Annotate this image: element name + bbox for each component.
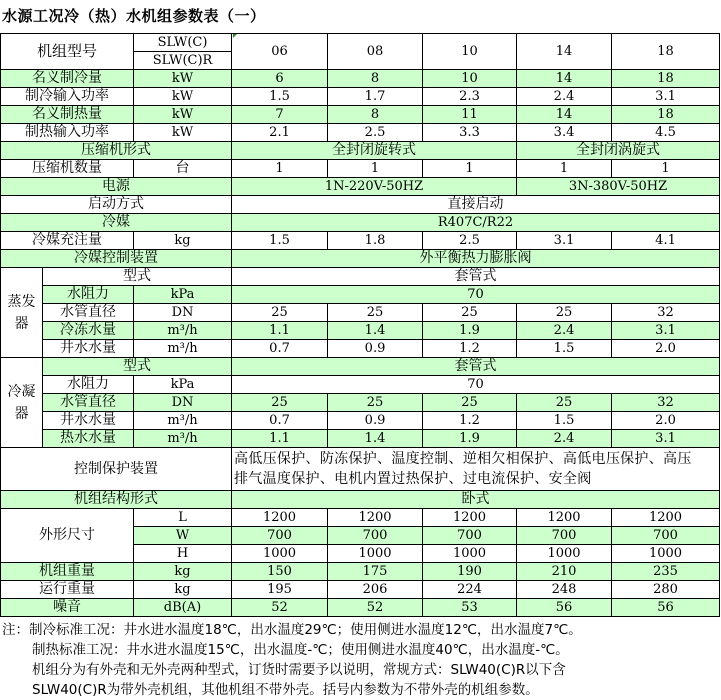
cell: 150 [232, 563, 328, 581]
model-14: 14 [517, 34, 612, 70]
protection-line-2: 排气温度保护、电机内置过热保护、过电流保护、安全阀 [234, 471, 592, 487]
model-code-1: SLW(C) [134, 34, 232, 52]
row-unit: kg [134, 581, 232, 599]
cell: 2.4 [517, 88, 612, 106]
evap-row-type [1, 268, 720, 286]
cell: 1.9 [423, 430, 517, 448]
row-label: 噪音 [1, 599, 134, 617]
cell: 7 [232, 106, 328, 124]
cond-row-type [1, 358, 720, 376]
cell: 4.5 [612, 124, 720, 142]
evap-row-chilled-water [1, 322, 720, 340]
row-unit: kPa [134, 286, 232, 304]
row-unit: DN [134, 304, 232, 322]
cell: 2.5 [328, 124, 423, 142]
row-refrigerant [1, 214, 720, 232]
row-label: 型式 [43, 268, 232, 286]
cell: 700 [232, 527, 328, 545]
row-heating-power [1, 124, 720, 142]
cell: 195 [232, 581, 328, 599]
cell: 206 [328, 581, 423, 599]
row-cooling-capacity [1, 70, 720, 88]
row-label: 冷媒 [1, 214, 232, 232]
row-label: 名义制冷量 [1, 70, 134, 88]
model-06: 06 [232, 34, 328, 70]
cell: 3N-380V-50HZ [517, 178, 720, 196]
evap-row-resistance [1, 286, 720, 304]
cell: 0.7 [232, 340, 328, 358]
cell: 1.1 [232, 322, 328, 340]
row-label: 型式 [43, 358, 232, 376]
cell: 224 [423, 581, 517, 599]
row-label: 压缩机形式 [1, 142, 232, 160]
row-compressor-type [1, 142, 720, 160]
cell: 25 [232, 394, 328, 412]
model-18: 18 [612, 34, 720, 70]
row-unit: kg [134, 563, 232, 581]
dim-row-L [1, 509, 720, 527]
cell: 56 [612, 599, 720, 617]
cell: 25 [517, 304, 612, 322]
row-unit: m³/h [134, 322, 232, 340]
cell: 25 [423, 394, 517, 412]
row-label: 压缩机数量 [1, 160, 134, 178]
row-label: 机组重量 [1, 563, 134, 581]
evaporator-side-label: 蒸发器 [1, 268, 43, 358]
cell: 1.9 [423, 322, 517, 340]
cell: 1 [423, 160, 517, 178]
cell: 700 [517, 527, 612, 545]
cell: 25 [232, 304, 328, 322]
row-heating-capacity [1, 106, 720, 124]
row-label: 水阻力 [43, 376, 134, 394]
row-unit: kPa [134, 376, 232, 394]
cell: 1.1 [232, 430, 328, 448]
cell: 1000 [232, 545, 328, 563]
cell: 25 [423, 304, 517, 322]
cell: 25 [328, 304, 423, 322]
cell: 70 [232, 286, 720, 304]
cell: R407C/R22 [232, 214, 720, 232]
condenser-side-label: 冷凝器 [1, 358, 43, 448]
cell: 32 [612, 304, 720, 322]
cell: 2.4 [517, 430, 612, 448]
row-cooling-power [1, 88, 720, 106]
cell: 700 [328, 527, 423, 545]
notes [2, 620, 718, 700]
row-charge [1, 232, 720, 250]
cell: 14 [517, 70, 612, 88]
note-line-3: 机组分为有外壳和无外壳两种型式，订货时需要予以说明，常规方式：SLW40(C)R以下含 [32, 662, 566, 678]
row-label: 制冷输入功率 [1, 88, 134, 106]
dimensions-label: 外形尺寸 [1, 509, 134, 563]
model-10: 10 [423, 34, 517, 70]
cell: 1N-220V-50HZ [232, 178, 517, 196]
cell: 2.0 [612, 412, 720, 430]
model-code-2: SLW(C)R [134, 52, 232, 70]
cell: 1.5 [517, 412, 612, 430]
cell: 1000 [328, 545, 423, 563]
note-line-2: 制热标准工况：井水进水温度15℃，出水温度-℃；使用侧进水温度40℃，出水温度-℃。 [32, 642, 569, 658]
row-refrigerant-control [1, 250, 720, 268]
model-08: 08 [328, 34, 423, 70]
row-unit: DN [134, 394, 232, 412]
cell: 0.9 [328, 340, 423, 358]
model-header-label: 机组型号 [1, 34, 134, 70]
cell: 14 [517, 106, 612, 124]
cell: 210 [517, 563, 612, 581]
row-start-method [1, 196, 720, 214]
row-unit: m³/h [134, 412, 232, 430]
cell: 4.1 [612, 232, 720, 250]
cell: 52 [232, 599, 328, 617]
page-title: 水源工况冷（热）水机组参数表（一） [2, 7, 266, 25]
cell: 2.1 [232, 124, 328, 142]
cell: 32 [612, 394, 720, 412]
cell: 1200 [612, 509, 720, 527]
row-label: 运行重量 [1, 581, 134, 599]
cell: 56 [517, 599, 612, 617]
row-unit: kW [134, 88, 232, 106]
row-unit: m³/h [134, 430, 232, 448]
cell: 1.2 [423, 412, 517, 430]
row-label: 水阻力 [43, 286, 134, 304]
row-unit: kW [134, 70, 232, 88]
cell: 全封闭旋转式 [232, 142, 517, 160]
cell: 18 [612, 70, 720, 88]
cell: 2.5 [423, 232, 517, 250]
cell: 1.4 [328, 430, 423, 448]
row-operating-weight [1, 581, 720, 599]
cond-row-resistance [1, 376, 720, 394]
cell: 1 [517, 160, 612, 178]
cond-row-hot-water [1, 430, 720, 448]
cell: 18 [612, 106, 720, 124]
row-label: 名义制热量 [1, 106, 134, 124]
cell: 1 [612, 160, 720, 178]
cell: 10 [423, 70, 517, 88]
row-compressor-qty [1, 160, 720, 178]
cell: 1.2 [423, 340, 517, 358]
row-structure [1, 491, 720, 509]
cell: 190 [423, 563, 517, 581]
cond-row-well-water [1, 412, 720, 430]
row-unit: kW [134, 124, 232, 142]
cell: 1.5 [232, 232, 328, 250]
row-label: 控制保护装置 [1, 448, 232, 491]
row-label: 电源 [1, 178, 232, 196]
cell: 8 [328, 106, 423, 124]
cell: 3.1 [612, 322, 720, 340]
row-label: 水管直径 [43, 304, 134, 322]
row-noise [1, 599, 720, 617]
cell: 2.3 [423, 88, 517, 106]
cell: 3.4 [517, 124, 612, 142]
cell: 1 [232, 160, 328, 178]
cell: 11 [423, 106, 517, 124]
cond-row-pipe [1, 394, 720, 412]
cell: 1200 [517, 509, 612, 527]
cell: 175 [328, 563, 423, 581]
row-power-supply [1, 178, 720, 196]
cell: 1.5 [232, 88, 328, 106]
cell: 0.7 [232, 412, 328, 430]
evap-row-well-water [1, 340, 720, 358]
cell: 3.3 [423, 124, 517, 142]
cell: 53 [423, 599, 517, 617]
row-label: 冷媒充注量 [1, 232, 134, 250]
protection-line-1: 高低压保护、防冻保护、温度控制、逆相欠相保护、高低电压保护、高压 [234, 451, 692, 467]
row-label: 制热输入功率 [1, 124, 134, 142]
row-label: 水管直径 [43, 394, 134, 412]
cell: 3.1 [612, 430, 720, 448]
cell: 套管式 [232, 358, 720, 376]
cell: 1.5 [517, 340, 612, 358]
cell: 280 [612, 581, 720, 599]
cell: 248 [517, 581, 612, 599]
row-label: 冷冻水量 [43, 322, 134, 340]
row-unit: W [134, 527, 232, 545]
cell: 3.1 [612, 88, 720, 106]
note-line-4: SLW40(C)R为带外壳机组，其他机组不带外壳。括号内参数为不带外壳的机组参数。 [32, 682, 539, 698]
cell: 1200 [328, 509, 423, 527]
row-protection [1, 448, 720, 491]
cell: 卧式 [232, 491, 720, 509]
cell: 直接启动 [232, 196, 720, 214]
row-label: 热水水量 [43, 430, 134, 448]
cell: 1.4 [328, 322, 423, 340]
cell: 700 [612, 527, 720, 545]
row-label: 冷媒控制装置 [1, 250, 232, 268]
cell: 全封闭涡旋式 [517, 142, 720, 160]
cell: 700 [423, 527, 517, 545]
cell: 1.8 [328, 232, 423, 250]
cell: 1000 [517, 545, 612, 563]
row-unit: 台 [134, 160, 232, 178]
row-unit: dB(A) [134, 599, 232, 617]
row-unit: L [134, 509, 232, 527]
cell: 52 [328, 599, 423, 617]
cell: 8 [328, 70, 423, 88]
evap-row-pipe [1, 304, 720, 322]
spec-table [0, 33, 720, 617]
cell: 25 [328, 394, 423, 412]
cell: 1200 [232, 509, 328, 527]
cell: 1 [328, 160, 423, 178]
cell: 1000 [423, 545, 517, 563]
row-unit: kg [134, 232, 232, 250]
cell: 6 [232, 70, 328, 88]
cell: 235 [612, 563, 720, 581]
row-weight [1, 563, 720, 581]
cell: 1200 [423, 509, 517, 527]
row-label: 机组结构形式 [1, 491, 232, 509]
row-unit: H [134, 545, 232, 563]
cell: 70 [232, 376, 720, 394]
cell: 外平衡热力膨胀阀 [232, 250, 720, 268]
header-row-1 [1, 34, 720, 52]
cell: 2.0 [612, 340, 720, 358]
cell: 1000 [612, 545, 720, 563]
protection-text [232, 448, 720, 491]
cell: 3.1 [517, 232, 612, 250]
cell: 套管式 [232, 268, 720, 286]
row-label: 井水水量 [43, 340, 134, 358]
cell: 0.9 [328, 412, 423, 430]
row-unit: kW [134, 106, 232, 124]
row-label: 启动方式 [1, 196, 232, 214]
row-label: 井水水量 [43, 412, 134, 430]
cell: 2.4 [517, 322, 612, 340]
cell: 25 [517, 394, 612, 412]
cell: 1.7 [328, 88, 423, 106]
row-unit: m³/h [134, 340, 232, 358]
note-line-1: 注：制冷标准工况：井水进水温度18℃，出水温度29℃；使用侧进水温度12℃，出水温度7℃。 [2, 622, 582, 638]
